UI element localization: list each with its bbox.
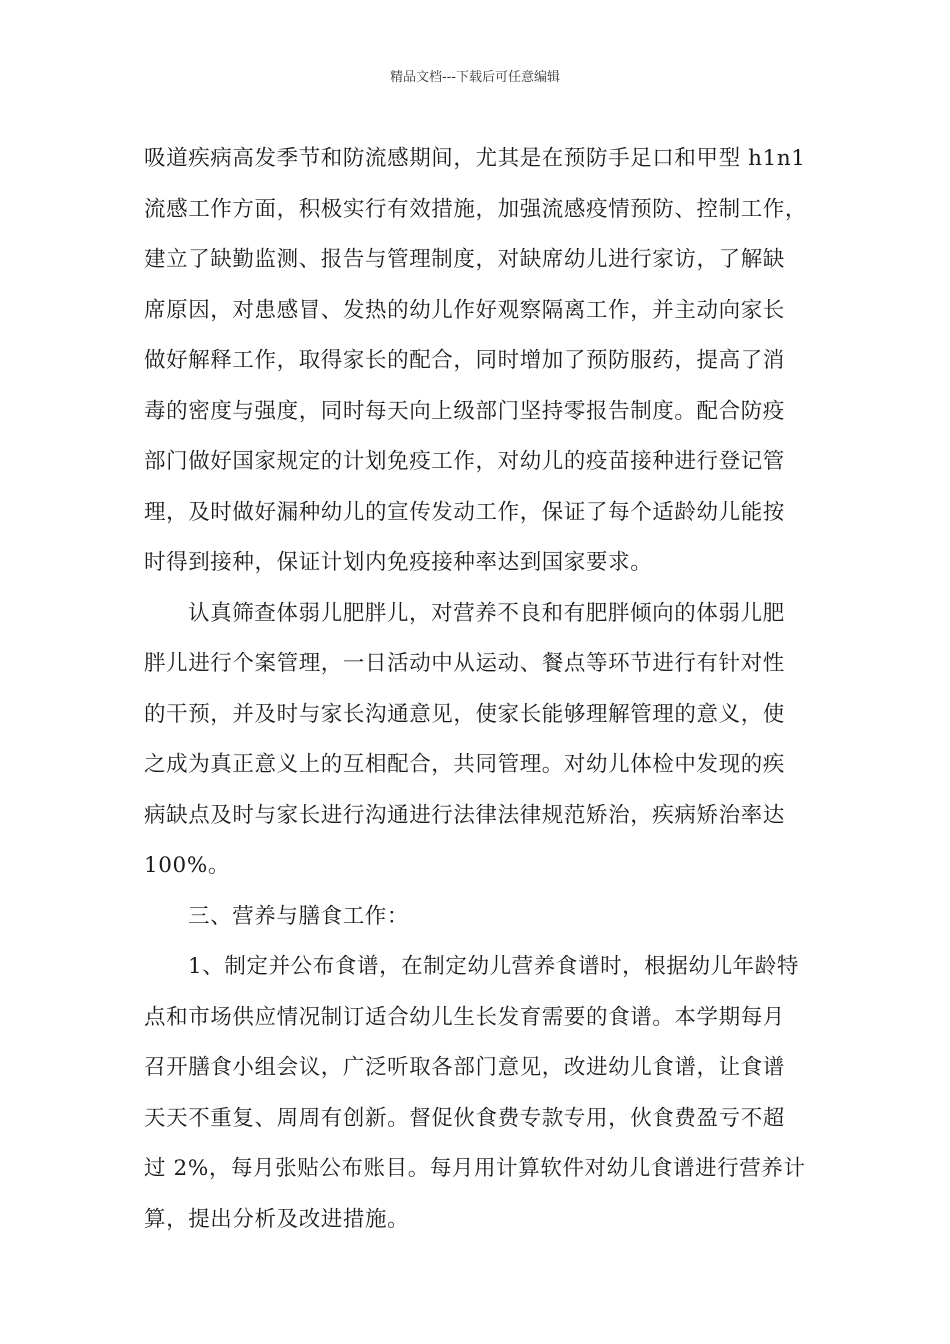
section-heading-nutrition: 三、营养与膳食工作： xyxy=(188,903,410,929)
text-line: 认真筛查体弱儿肥胖儿，对营养不良和有肥胖倾向的体弱儿肥 xyxy=(188,600,785,626)
text-line: 毒的密度与强度，同时每天向上级部门坚持零报告制度。配合防疫 xyxy=(144,398,785,424)
text-line: 的干预，并及时与家长沟通意见，使家长能够理解管理的意义，使 xyxy=(144,701,785,727)
document-body xyxy=(144,134,824,1245)
text-line: 天天不重复、周周有创新。督促伙食费专款专用，伙食费盈亏不超 xyxy=(144,1105,785,1131)
text-line: 部门做好国家规定的计划免疫工作，对幼儿的疫苗接种进行登记管 xyxy=(144,449,785,474)
paragraph-menu xyxy=(144,942,824,1245)
text-line: 时得到接种，保证计划内免疫接种率达到国家要求。 xyxy=(144,550,653,575)
text-line: 之成为真正意义上的互相配合，共同管理。对幼儿体检中发现的疾 xyxy=(144,752,785,777)
text-line: 流感工作方面，积极实行有效措施，加强流感疫情预防、控制工作， xyxy=(144,196,808,222)
text-line: 做好解释工作，取得家长的配合，同时增加了预防服药，提高了消 xyxy=(144,348,785,373)
text-line: 100%。 xyxy=(144,853,230,878)
text-line: 吸道疾病高发季节和防流感期间，尤其是在预防手足口和甲型 h1n1 xyxy=(144,146,806,171)
section-heading xyxy=(144,892,824,943)
text-line: 胖儿进行个案管理，一日活动中从运动、餐点等环节进行有针对性 xyxy=(144,651,785,676)
page-header: 精品文档---下载后可任意编辑 xyxy=(389,70,561,85)
text-line: 过 2%，每月张贴公布账目。每月用计算软件对幼儿食谱进行营养计 xyxy=(144,1156,806,1181)
paragraph-weak-obese-children xyxy=(144,589,824,892)
text-line: 病缺点及时与家长进行沟通进行法律法律规范矫治，疾病矫治率达 xyxy=(144,802,785,828)
text-line: 席原因，对患感冒、发热的幼儿作好观察隔离工作，并主动向家长 xyxy=(144,297,785,323)
text-line: 算，提出分析及改进措施。 xyxy=(144,1206,410,1232)
text-line: 点和市场供应情况制订适合幼儿生长发育需要的食谱。本学期每月 xyxy=(144,1004,785,1030)
text-line: 理，及时做好漏种幼儿的宣传发动工作，保证了每个适龄幼儿能按 xyxy=(144,499,785,525)
text-line: 召开膳食小组会议，广泛听取各部门意见，改进幼儿食谱，让食谱 xyxy=(144,1055,785,1080)
text-line: 1、制定并公布食谱，在制定幼儿营养食谱时，根据幼儿年龄特 xyxy=(188,954,799,979)
text-line: 建立了缺勤监测、报告与管理制度，对缺席幼儿进行家访，了解缺 xyxy=(144,247,785,272)
paragraph-disease-prevention xyxy=(144,134,824,589)
